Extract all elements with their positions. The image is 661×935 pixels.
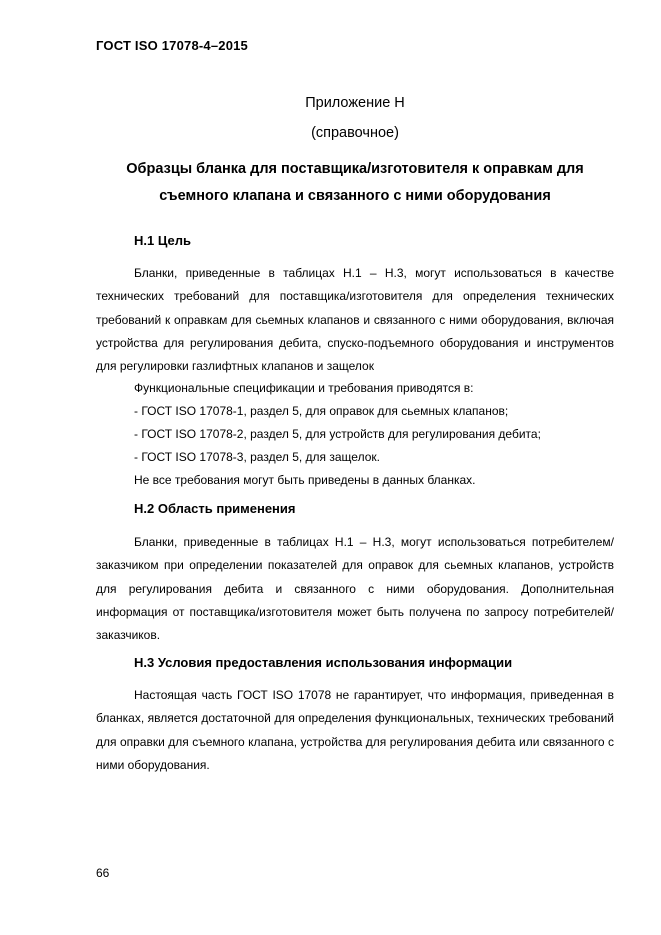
section2-paragraph: Бланки, приведенные в таблицах Н.1 – Н.3, могут использоваться потребителем/заказчиком при определении показателей для оправок для сьемных клапанов, устройств для регулирования дебита и связанного с ними оборудования. Дополнительная информация от поставщика/изготовителя может быть получена по запросу потребителей/заказчиков. [96,535,614,643]
section1-intro: Функциональные спецификации и требования приводятся в: [134,381,474,395]
appendix-title: Приложение Н [305,95,405,111]
section1-item-3: - ГОСТ ISO 17078-3, раздел 5, для защелок. [134,450,380,464]
standard-header: ГОСТ ISO 17078-4–2015 [96,38,248,53]
section1-item-1: - ГОСТ ISO 17078-1, раздел 5, для оправок для сьемных клапанов; [134,404,509,418]
appendix-name [96,156,614,210]
appendix-name-line2: съемного клапана и связанного с ними оборудования [159,188,551,204]
appendix-kind: (справочное) [311,125,399,141]
section1-paragraph: Бланки, приведенные в таблицах Н.1 – Н.3, могут использоваться в качестве технических требований для поставщика/изготовителя для определения технических требований к оправкам для сьемных клапанов и связанного с ними оборудования, включая устройства для регулирования дебита, спуско-подъемного оборудования и инструментов для регулировки газлифтных клапанов и защелок [96,266,614,374]
section1-heading: Н.1 Цель [134,233,191,248]
page-number: 66 [96,866,110,880]
section3-heading: Н.3 Условия предоставления использования информации [134,655,513,670]
appendix-name-line1: Образцы бланка для поставщика/изготовителя к оправкам для [126,161,584,177]
section3-paragraph: Настоящая часть ГОСТ ISO 17078 не гарантирует, что информация, приведенная в бланках, является достаточной для определения функциональных, технических требований для оправки для съемного клапана, устройства для регулирования дебита или связанного с ними оборудования. [96,688,614,772]
section1-note: Не все требования могут быть приведены в данных бланках. [134,473,476,487]
section2-heading: Н.2 Область применения [134,501,296,516]
section1-item-2: - ГОСТ ISO 17078-2, раздел 5, для устройств для регулирования дебита; [134,427,541,441]
